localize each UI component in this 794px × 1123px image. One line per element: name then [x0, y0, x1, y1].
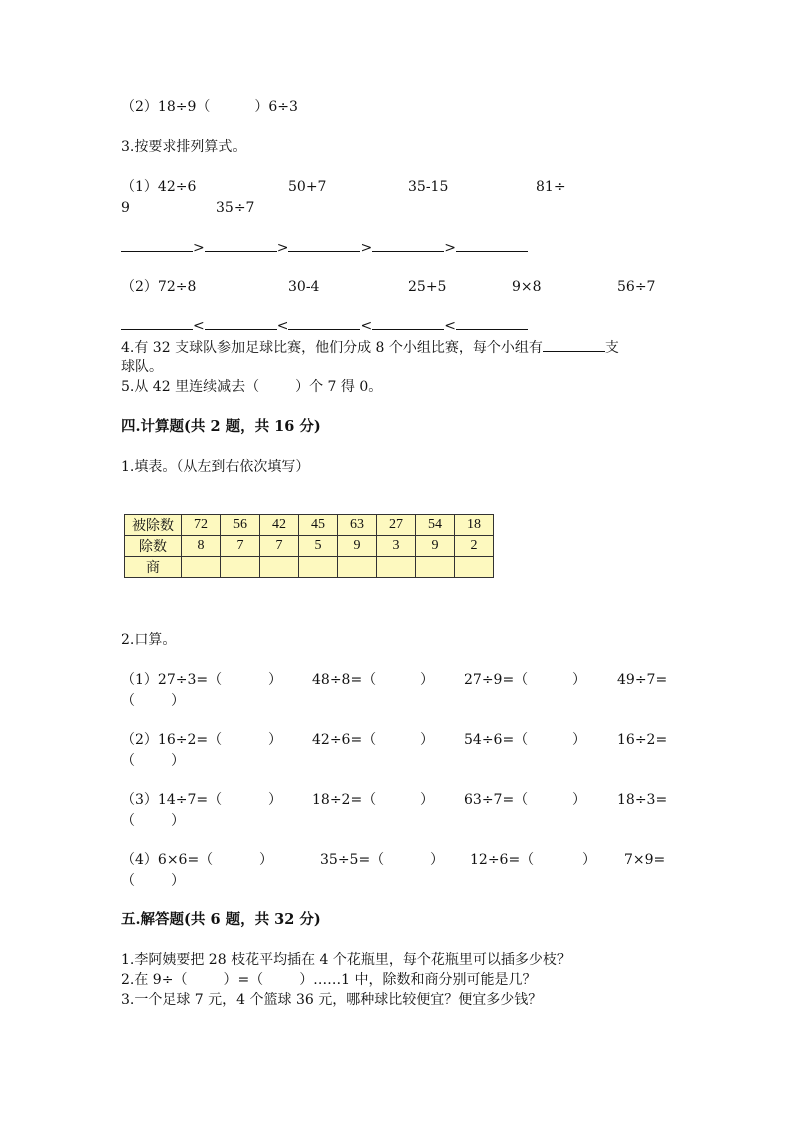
row-label-dividend: 被除数 [125, 515, 182, 536]
p1-expr-1: （1）42÷6 [121, 179, 197, 195]
p2-sign-1: < [193, 318, 205, 334]
calc-2-title: 2.口算。 [121, 632, 177, 648]
quotient-input-cell[interactable] [377, 557, 416, 578]
p1-blank-3[interactable] [288, 238, 360, 252]
word-problem-1: 1.李阿姨要把 28 枝花平均插在 4 个花瓶里，每个花瓶里可以插多少枝？ [121, 952, 571, 968]
p1-expr-5: 35÷7 [216, 200, 255, 216]
p2-blank-3[interactable] [288, 316, 360, 330]
p1-expr-2: 50+7 [288, 179, 327, 195]
p2-blank-5[interactable] [456, 316, 528, 330]
divisor-cell: 2 [455, 536, 494, 557]
oral-row-2-wrap[interactable]: （ ） [121, 753, 185, 769]
dividend-cell: 18 [455, 515, 494, 536]
quotient-input-cell[interactable] [416, 557, 455, 578]
oral-row-1-wrap[interactable]: （ ） [121, 693, 185, 709]
oral-close-paren: ） [268, 672, 282, 688]
p2-blank-4[interactable] [372, 316, 444, 330]
oral-row-3-d: 18÷3= [617, 792, 668, 808]
p1-sign-2: > [276, 240, 289, 256]
oral-close-paren: ） [268, 732, 282, 748]
compare-question-2 [121, 98, 298, 116]
divisor-cell: 8 [182, 536, 221, 557]
row-label-quotient: 商 [125, 557, 182, 578]
p2-expr-3: 25+5 [408, 279, 447, 295]
dividend-cell: 72 [182, 515, 221, 536]
oral-close-paren: ） [572, 672, 586, 688]
oral-row-2-a: （2）16÷2=（ [121, 732, 223, 748]
row-label-divisor: 除数 [125, 536, 182, 557]
question-3-title: 3.按要求排列算式。 [121, 139, 247, 155]
quotient-input-cell[interactable] [182, 557, 221, 578]
question-4-blank[interactable] [543, 338, 605, 352]
p1-blank-5[interactable] [456, 238, 528, 252]
question-4-unit: 支 [604, 340, 619, 356]
oral-close-paren: ） [420, 792, 434, 808]
p2-expr-4: 9×8 [512, 279, 542, 295]
oral-row-3-a: （3）14÷7=（ [121, 792, 223, 808]
question-4-text: 4.有 32 支球队参加足球比赛，他们分成 8 个小组比赛，每个小组有 [121, 340, 543, 356]
quotient-input-cell[interactable] [299, 557, 338, 578]
p1-sign-3: > [360, 240, 373, 256]
division-table [124, 514, 494, 578]
dividend-cell: 56 [221, 515, 260, 536]
p2-answer-line [121, 316, 528, 335]
p1-expr-3: 35-15 [408, 179, 449, 195]
quotient-input-cell[interactable] [338, 557, 377, 578]
divisor-cell: 9 [338, 536, 377, 557]
p2-expr-2: 30-4 [288, 279, 320, 295]
oral-row-1-d: 49÷7= [617, 672, 668, 688]
p2-sign-2: < [276, 318, 289, 334]
oral-close-paren: ） [430, 852, 444, 868]
p1-expr-4-wrap: 9 [121, 200, 130, 216]
divisor-cell: 5 [299, 536, 338, 557]
divisor-row [125, 536, 494, 557]
oral-close-paren: ） [572, 732, 586, 748]
oral-row-4-c: 12÷6=（ [470, 852, 535, 868]
oral-row-2-b: 42÷6=（ [312, 732, 377, 748]
oral-row-1-b: 48÷8=（ [312, 672, 377, 688]
dividend-cell: 42 [260, 515, 299, 536]
word-problem-3: 3.一个足球 7 元，4 个篮球 36 元，哪种球比较便宜？便宜多少钱？ [121, 992, 543, 1008]
quotient-row [125, 557, 494, 578]
p1-blank-4[interactable] [372, 238, 444, 252]
calc-1-title: 1.填表。（从左到右依次填写） [121, 459, 310, 475]
p1-sign-1: > [193, 240, 205, 256]
dividend-cell: 63 [338, 515, 377, 536]
p2-expr-1: （2）72÷8 [121, 279, 197, 295]
oral-row-1-a: （1）27÷3=（ [121, 672, 223, 688]
p1-blank-2[interactable] [205, 238, 277, 252]
oral-close-paren: ） [582, 852, 596, 868]
oral-row-4-d: 7×9= [624, 852, 666, 868]
p1-answer-line [121, 238, 528, 257]
dividend-cell: 54 [416, 515, 455, 536]
oral-row-4-a: （4）6×6=（ [121, 852, 214, 868]
oral-close-paren: ） [268, 792, 282, 808]
oral-row-4-b: 35÷5=（ [320, 852, 385, 868]
oral-row-1-c: 27÷9=（ [464, 672, 529, 688]
divisor-cell: 7 [221, 536, 260, 557]
oral-close-paren: ） [420, 732, 434, 748]
p2-expr-5: 56÷7 [617, 279, 656, 295]
compare-right: ）6÷3 [254, 99, 298, 115]
divisor-cell: 3 [377, 536, 416, 557]
word-problem-2: 2.在 9÷（ ）=（ ）……1 中，除数和商分别可能是几？ [121, 972, 537, 988]
divisor-cell: 7 [260, 536, 299, 557]
p2-blank-1[interactable] [121, 316, 193, 330]
question-5-tail: ）个 7 得 0。 [295, 379, 383, 395]
oral-close-paren: ） [572, 792, 586, 808]
oral-row-2-c: 54÷6=（ [464, 732, 529, 748]
quotient-input-cell[interactable] [221, 557, 260, 578]
p1-expr-4: 81÷ [536, 179, 566, 195]
question-5-text: 5.从 42 里连续减去（ [121, 379, 260, 395]
p1-sign-4: > [444, 240, 456, 256]
quotient-input-cell[interactable] [260, 557, 299, 578]
oral-row-3-wrap[interactable]: （ ） [121, 813, 185, 829]
divisor-cell: 9 [416, 536, 455, 557]
oral-row-4-wrap[interactable]: （ ） [121, 873, 185, 889]
p1-blank-1[interactable] [121, 238, 193, 252]
compare-left: （2）18÷9（ [121, 99, 211, 115]
dividend-cell: 27 [377, 515, 416, 536]
dividend-row [125, 515, 494, 536]
question-4 [121, 338, 619, 357]
section-4-heading: 四.计算题(共 2 题，共 16 分) [121, 418, 321, 435]
oral-close-paren: ） [259, 852, 273, 868]
p2-sign-4: < [444, 318, 456, 334]
oral-row-2-d: 16÷2= [617, 732, 668, 748]
oral-close-paren: ） [420, 672, 434, 688]
question-4-wrap: 球队。 [121, 359, 163, 375]
p2-sign-3: < [360, 318, 373, 334]
p2-blank-2[interactable] [205, 316, 277, 330]
quotient-input-cell[interactable] [455, 557, 494, 578]
oral-row-3-b: 18÷2=（ [312, 792, 377, 808]
section-5-heading: 五.解答题(共 6 题，共 32 分) [121, 911, 321, 928]
oral-row-3-c: 63÷7=（ [464, 792, 529, 808]
question-5 [121, 378, 382, 396]
dividend-cell: 45 [299, 515, 338, 536]
